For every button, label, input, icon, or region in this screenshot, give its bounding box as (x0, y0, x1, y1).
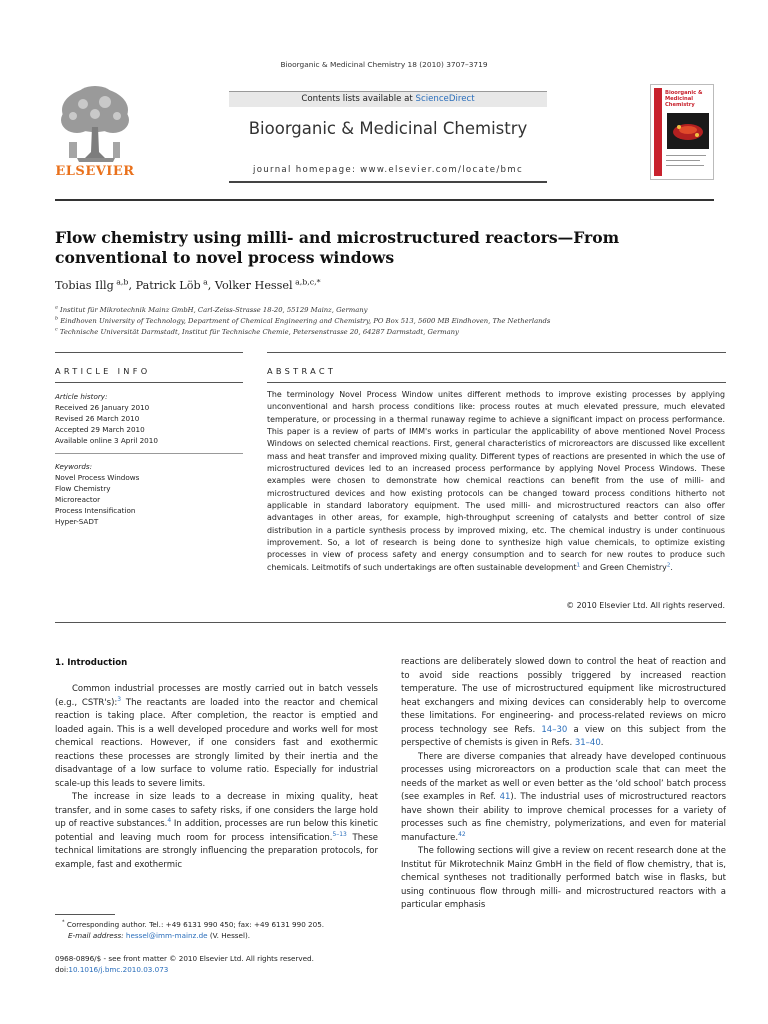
article-info-rule-top (55, 352, 243, 353)
body-left-column (55, 683, 378, 872)
abstract-text-tail: . (670, 562, 673, 572)
affiliation-text: Technische Universität Darmstadt, Institut für Technische Chemie, Petersenstrasse 20, 64287 Darmstadt, Germany (59, 328, 459, 336)
abstract-rule (267, 382, 726, 383)
paragraph (401, 656, 726, 751)
keyword-item: Process Intensification (55, 506, 136, 515)
corresponding-author-footnote (62, 920, 385, 929)
history-accepted: Accepted 29 March 2010 (55, 425, 145, 434)
affiliation-c (55, 328, 459, 336)
abstract-rule-bottom (55, 622, 726, 623)
paragraph-text: reactions are deliberately slowed down to control the heat of reaction and to avoid side reactions possibly triggered by increased reaction temperature. The use of microstructured equipment like microstructured heat exchangers and mixing devices can considerably help to overcome these limitations. For engineering- and process-related reviews on micro process technology see Refs. (401, 657, 726, 735)
paragraph-text: ). The industrial uses of microstructured reactors have shown their ability to improve chemical processes for a variety of processes such as fine chemistry, polymerizations, and even for material manufacture. (401, 792, 726, 843)
section-title-introduction: 1. Introduction (55, 658, 128, 668)
history-revised: Revised 26 March 2010 (55, 414, 140, 423)
corresponding-author-mark[interactable]: * (316, 277, 321, 287)
abstract-copyright: © 2010 Elsevier Ltd. All rights reserved. (566, 601, 725, 610)
author-affiliation-mark[interactable]: a,b (113, 277, 129, 287)
reference-link[interactable]: 31–40 (574, 738, 601, 748)
affiliation-mark: c (55, 327, 58, 333)
abstract-ref-link[interactable]: 2 (666, 562, 671, 569)
cover-text-line (666, 160, 700, 161)
publisher-wordmark: ELSEVIER (55, 164, 135, 179)
paragraph-text: In addition, processes are run below this kinetic potential and leaving much room for process intensification. (55, 819, 378, 843)
journal-name: Bioorganic & Medicinal Chemistry (248, 119, 528, 138)
contents-available-line (229, 94, 547, 104)
doi-line (55, 965, 168, 974)
author-list (55, 279, 655, 292)
author-name: Patrick Löb (135, 279, 201, 292)
abstract-heading: ABSTRACT (267, 366, 337, 376)
author-separator: , (128, 279, 136, 292)
footnote-rule (55, 914, 115, 915)
keywords-rule (55, 453, 243, 454)
article-info-rule (55, 382, 243, 383)
keyword-item: Flow Chemistry (55, 484, 111, 493)
article-info-heading: ARTICLE INFO (55, 366, 151, 376)
paragraph-text: Common industrial processes are mostly carried out in batch vessels (e.g., CSTR's): (55, 684, 378, 708)
abstract-body (267, 389, 725, 574)
email-suffix: (V. Hessel). (207, 931, 251, 940)
keyword-item: Microreactor (55, 495, 101, 504)
citation-ref[interactable]: 42 (458, 830, 466, 838)
paragraph (401, 751, 726, 846)
paragraph-text: The increase in size leads to a decrease in mixing quality, heat transfer, and in some cases to safety risks, if one considers the large hold up of reactive substances. (55, 792, 378, 829)
journal-homepage[interactable]: journal homepage: www.elsevier.com/locate/bmc (253, 165, 523, 175)
paragraph-text: The reactants are loaded into the reactor and chemical reaction is taking place. After completion, the reactor is emptied and loaded again. This is a well developed procedure and works well for most chemical reactions. However, if one considers fast and exothermic reactions these processes are strongly limited by their inertia and the disadvantage of a low surface to volume ratio. Especially for industrial scale-up this leads to severe limits. (55, 697, 379, 789)
affiliation-text: Institut für Mikrotechnik Mainz GmbH, Carl-Zeiss-Strasse 18-20, 55129 Mainz, Germany (60, 306, 368, 314)
abstract-rule-top (267, 352, 726, 353)
reference-link[interactable]: 41 (499, 792, 511, 802)
citation-ref[interactable]: 4 (167, 817, 172, 825)
issn-line: 0968-0896/$ - see front matter © 2010 Elsevier Ltd. All rights reserved. (55, 954, 314, 963)
header-rule (55, 199, 714, 201)
paragraph (55, 683, 378, 791)
journal-cover-thumbnail (650, 84, 714, 180)
article-title (55, 228, 655, 268)
history-online: Available online 3 April 2010 (55, 436, 158, 445)
abstract-text: The terminology Novel Process Window unites different methods to improve existing processes by applying unconventional and harsh process conditions like: process routes at much elevated pressure, much elevated temperature, or processing in a thermal runaway regime to achieve a significant impact on process performance. This paper is a review of parts of IMM's works in particular the applicability of above mentioned Novel Process Windows on selected chemical reactions. First, general characteristics of microreactors are discussed like excellent mass and heat transfer and improved mixing quality. Different types of reactions are presented in which the use of microstructured devices led to an increased process performance by applying Novel Process Windows. These examples were chosen to demonstrate how chemical reactions can benefit from the use of milli- and microstructured devices and how existing protocols can be changed toward process conditions hitherto not applicable in standard laboratory equipment. The used milli- and microstructured reactors can also offer advantages in other areas, for example, high-throughput screening of catalysts and better control of size distribution in a particle synthesis process by improved mixing, etc. The chemical industry is under continuous improvement. So, a lot of research is being done to synthesize high value chemicals, to optimize existing processes in view of process safety and energy consumption and to search for new routes to produce such chemicals. Leitmotifs of such undertakings are often sustainable development (267, 390, 725, 572)
title-line-1: Flow chemistry using milli- and microstructured reactors—From (55, 228, 620, 247)
cover-text-line (666, 155, 706, 156)
author-affiliation-mark[interactable]: a,b,c, (292, 277, 317, 287)
citation-ref[interactable]: 3 (117, 695, 122, 703)
affiliation-mark: b (55, 316, 59, 322)
author-affiliation-mark[interactable]: a (200, 277, 208, 287)
title-line-2: conventional to novel process windows (55, 248, 395, 267)
paragraph-text: There are diverse companies that already have developed continuous processes using microreactors on a production scale that can meet the needs of the market as well or even better as the ‘old school’ batch process (see examples in Ref. (401, 751, 726, 802)
abstract-ref-link[interactable]: 1 (576, 562, 581, 569)
paragraph-text: . (600, 738, 604, 748)
affiliation-b (55, 317, 550, 325)
keywords-label: Keywords: (55, 462, 93, 471)
cover-strip (654, 88, 662, 176)
author-name: Tobias Illg (55, 279, 114, 292)
email-link[interactable]: hessel@imm-mainz.de (125, 931, 208, 940)
cover-text-line (666, 165, 704, 166)
doi-prefix: doi: (55, 965, 69, 974)
body-right-column (401, 656, 726, 913)
paragraph-text: These technical limitations are strongly influencing the preparation protocols, for example, fast and exothermic (55, 832, 379, 870)
email-label: E-mail address: (68, 931, 126, 940)
cover-molecule-image (667, 113, 709, 149)
journal-citation: Bioorganic & Medicinal Chemistry 18 (2010) 3707–3719 (280, 60, 488, 69)
footnote-text: Corresponding author. Tel.: +49 6131 990 450; fax: +49 6131 990 205. (66, 920, 325, 929)
reference-link[interactable]: 14–30 (541, 724, 568, 735)
email-footnote (68, 931, 391, 940)
article-history-label: Article history: (55, 392, 108, 401)
keyword-item: Novel Process Windows (55, 473, 140, 482)
affiliation-text: Eindhoven University of Technology, Department of Chemical Engineering and Chemistry, PO Box 513, 5600 MB Eindhoven, The Netherlands (60, 317, 551, 325)
abstract-text-end: and Green Chemistry (580, 562, 667, 572)
contents-prefix: Contents lists available at (301, 94, 416, 104)
paragraph: The following sections will give a review on recent research done at the Institut für Mikrotechnik Mainz GmbH in the field of flow chemistry, that is, chemical syntheses not traditionally performed batch wise in flasks, but using continuous flow through milli- and microstructured reactors with a particular emphasis (401, 846, 726, 910)
citation-ref[interactable]: 5–13 (332, 830, 347, 838)
sciencedirect-link[interactable]: ScienceDirect (415, 94, 475, 104)
cover-title: Bioorganic & Medicinal Chemistry (665, 90, 703, 108)
doi-link[interactable]: 10.1016/j.bmc.2010.03.073 (68, 965, 169, 974)
history-received: Received 26 January 2010 (55, 403, 150, 412)
affiliation-mark: a (55, 305, 58, 311)
author-separator: , (207, 279, 215, 292)
author-name: Volker Hessel (214, 279, 293, 292)
affiliation-a (55, 306, 368, 314)
keyword-item: Hyper-SADT (55, 517, 99, 526)
paragraph (55, 791, 378, 872)
footnote-mark: * (62, 919, 65, 926)
paragraph-text: a view on this subject from the perspective of chemists is given in Refs. (401, 724, 726, 748)
